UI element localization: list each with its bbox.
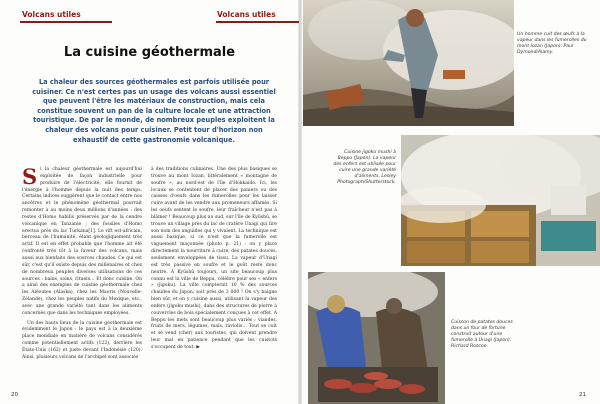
article-title: La cuisine géothermale <box>63 45 236 60</box>
body-column-2 <box>151 167 277 355</box>
caption-jigoku: Cuisine jigoku mushi à Beppu (Japon). La vapeur des enfers est utilisée pour cuire une grande variété d'aliments. Lesley Photograph/Shutterstock. <box>333 150 396 186</box>
article-lead: La chaleur des sources géothermales est parfois utilisée pour cuisiner. Ce n'est certes pas un usage des volcans aussi essentiel que peuvent l'être les matériaux de construction, mais cela constitue souvent un pan de la culture locale et une attraction touristique. De par le monde, de nombreux peuples exploitent la chaleur des volcans pour cuisiner. Petit tour d'horizon non exhaustif de cette gastronomie volcanique. <box>32 78 276 144</box>
caption-sweet-potatoes: Cuisson de patates douces dans un four de fortune construit autour d'une fumerolle à Unagi (Japon). Richard Roscoe. <box>451 320 513 350</box>
photo-jigoku-steam <box>401 135 600 266</box>
section-rule-left <box>20 21 112 23</box>
caption-eggs: Un homme cuit des œufs à la vapeur dans les fumerolles du mont Iozan (Japon). Paul Dymond/Alamy. <box>517 32 587 56</box>
photo-egg-steaming <box>303 0 514 126</box>
section-label-left: Volcans utiles <box>22 10 81 19</box>
body-column-1 <box>22 164 142 365</box>
page-number-right: 21 <box>579 392 586 398</box>
page-number-left: 20 <box>11 392 18 398</box>
section-label-right: Volcans utiles <box>217 10 276 19</box>
photo-sweet-potatoes <box>308 272 445 404</box>
body-paragraph: à des traditions culinaires. Une des plus basiques se trouve au mont Iozan, littéralement « montagne de soufre », au nord-est de l'île d'Hokkaido. Ici, les locaux se contentent de placer des paniers ou des caisses d'oeufs dans les fumerolles pour les laisser cuire avant de les vendre aux promeneurs affamés. Si les oeufs sentent le soufre, leur fraîcheur n'est pas à blâmer ! Beaucoup plus au sud, sur l'île de Kyûshû, se trouve un village près du lac de cratère Unagi qui tire son nom des anguilles qui y vivaient. La technique est aussi basique, si ce n'est que la fumerolle est vaguement maçonnée (photo p. 21) : on y place directement la nourriture à cuire, des patates douces, seulement enveloppées de tissu. La vapeur d'Unagi est très passive en soufre et le goût reste donc neutre. À Kyûshû toujours, un site beaucoup plus connu est la ville de Beppu, célèbre pour ses « enfers » (jigoku). La ville compterait 10 % des sources chaudes du Japon, soit près de 3 000 ! On s'y baigne bien sûr, et on y cuisine aussi, utilisant la vapeur des enfers (jigoku mushi), dans des structures de pierre à couvercles de bois spécialement conçues à cet effet. À Beppu les mets sont beaucoup plus variés : viandes, fruits de mers, légumes, maïs, raviolis… Tout se cuit et se vend (cher) aux touristes, qui doivent prendre leur mal en patience pendant que les cuistots s'occupent de tout. <box>151 167 277 350</box>
page-gutter <box>298 0 302 404</box>
end-mark-icon: ▶ <box>196 344 200 350</box>
body-paragraph: i la chaleur géothermale est aujourd'hui exploitée de façon industrielle pour produire de l'électricité, elle fournit de l'énergie à l'homme depuis la nuit des temps. Certains indices suggèrent que le contact entre nos ancêtres et le phénomène géothermal pourrait remonter à au moins deux millions d'années : des restes d'Homo habilis préservés par de la cendre volcanique en Tanzanie ; des fossiles d'Homo erectus près du lac Turkana[1]. Le rift est-africain, berceau de l'humanité, étant géologiquement très actif. Il est en effet probable que l'homme ait été confronté très tôt à la faveur des volcans, mais aussi aux bienfaits des sources chaudes. Ce qui est sûr, c'est qu'il existe depuis des millénaires et chez de nombreux peuples diverses utilisations de ces sources : bains, soins, rituels… Et donc cuisine. On a ainsi des exemples de cuisine géothermale chez les Aléoutes (Alaska), chez les Maoris (Nouvelle-Zélande), chez les peuples natifs du Mexique, etc., avec une grande variété tant dans les aliments concernés que dans les techniques employées. <box>22 167 142 316</box>
body-paragraph: Un des hauts lieux de la cuisine géothermale est évidemment le Japon : le pays est à la deuxième place mondiale en matière de volcans considérés comme potentiellement actifs (122), derrière les États-Unis (162) et juste devant l'Indonésie (120). Ainsi, plusieurs volcans de l'archipel sont associés <box>22 320 142 360</box>
section-rule-right <box>216 21 299 23</box>
drop-cap: S <box>22 164 38 189</box>
